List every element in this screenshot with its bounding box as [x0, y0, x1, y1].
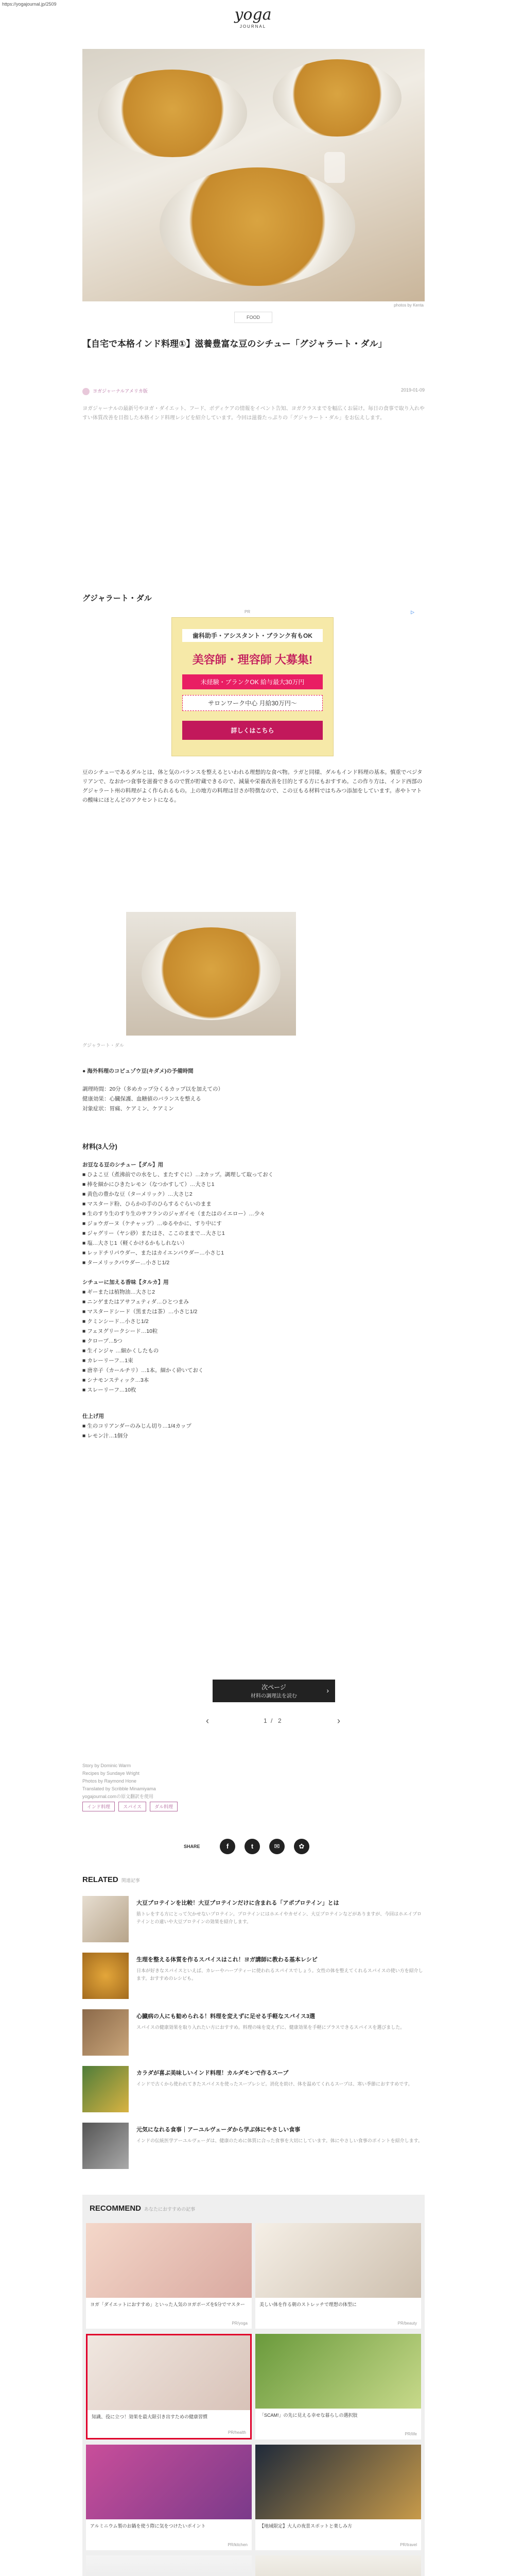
ad-pr-label: PR	[245, 609, 251, 614]
related-item-desc: インドで古くから使われてきたスパイスを使ったスープレシピ。消化を助け、体を温めてくれるスープは、寒い季節におすすめです。	[136, 2081, 413, 2087]
photo-caption: グジャラート・ダル	[82, 1043, 124, 1048]
cook-title: ● 海外料理のコピュゾウ豆(キダメ)の予備時間	[82, 1068, 194, 1074]
ingredient: ■ ターメリックパウダー…小さじ1/2	[82, 1260, 170, 1266]
pager-current: 1	[264, 1717, 267, 1724]
page-url: https://yogajournal.jp/2509	[2, 2, 57, 7]
ad-line3: 未経験・ブランクOK 給与最大30万円	[182, 674, 323, 689]
ingredient: ■ 唐辛子（カールチリ）…1本。細かく砕いておく	[82, 1367, 204, 1374]
ad-line4: サロンワーク中心 月給30万円〜	[182, 695, 323, 711]
credit-line: Recipes by Sundaye Wright	[82, 1771, 139, 1776]
ingredient: ■ レモン汁…1個分	[82, 1433, 128, 1439]
tag-list	[82, 1802, 180, 1811]
card-image	[86, 2445, 252, 2519]
recipe-cook-info	[82, 1066, 425, 1114]
card-image	[255, 2334, 421, 2409]
ingredient: ■ スレーリーフ…10枚	[82, 1387, 136, 1393]
tag[interactable]: インド料理	[82, 1802, 115, 1811]
site-logo[interactable]: yoga	[234, 6, 272, 24]
group-title: シチューに加える香味【タルカ】用	[82, 1279, 169, 1285]
ingredient: ■ 塩…大さじ1（軽くかけるかもしれない）	[82, 1240, 188, 1246]
article-title: 【自宅で本格インド料理①】滋養豊富な豆のシチュー「グジャラート・ダル」	[82, 339, 387, 349]
group-title: お豆なる豆のシチュー【ダル】用	[82, 1162, 164, 1168]
ingredient: ■ マスタードシード（黒または茶）…小さじ1/2	[82, 1309, 198, 1315]
pinterest-icon[interactable]: ✿	[294, 1839, 309, 1854]
card-image	[88, 2335, 250, 2410]
twitter-icon[interactable]: t	[245, 1839, 260, 1854]
site-logo-sub: JOURNAL	[239, 24, 267, 29]
ingredients-group3	[82, 1412, 425, 1441]
related-thumb	[82, 1896, 129, 1942]
related-item[interactable]	[82, 2066, 425, 2117]
ingredient: ■ レッドチリパウダー、またはカイエンパウダー…小さじ1	[82, 1250, 224, 1256]
recommend-card[interactable]	[255, 2223, 421, 2329]
article-lead: ヨガジャーナルの最新号やヨガ・ダイエット、フード、ボディケアの情報をイベント告知、ヨガクラスまでを幅広くお届け。毎日の食事で取り入れやすい体質改善を目指した本格インド料理レシピを紹介しています。今回は滋養たっぷりの「グジャラート・ダル」をお伝えします。	[82, 406, 425, 421]
hero-credit: photos by Kenta	[394, 303, 424, 308]
author-avatar	[82, 388, 90, 395]
ingredients-group2	[82, 1278, 425, 1395]
card-title: アルミニウム製のお鍋を使う際に気をつけたいポイント	[90, 2523, 206, 2529]
publish-date: 2019-01-09	[400, 387, 425, 393]
related-item-desc: 筋トレをする方にとって欠かせないプロテイン。プロテインにはホエイやカゼイン、大豆プロテインなどがありますが、今回はホエイプロテインとの違いや大豆プロテインの効果を紹介します。	[136, 1911, 422, 1924]
ingredient: ■ ひよこ豆（煮沸前での水をし、またすぐに）…2カップ。調理して取っておく	[82, 1172, 274, 1178]
ad-banner[interactable]	[171, 617, 334, 756]
related-title: RELATED	[82, 1875, 118, 1884]
tag[interactable]: スパイス	[118, 1802, 146, 1811]
ad-choices-icon[interactable]: ▷	[411, 609, 414, 615]
hero-image	[82, 49, 425, 301]
recommend-heading	[90, 2204, 195, 2213]
materials-title: 材料(3人分)	[82, 1143, 117, 1150]
next-page-sub: 材料の調理法を読む	[251, 1693, 297, 1699]
ingredient: ■ 黄色の豊かな豆（ターメリック）…大さじ2	[82, 1191, 193, 1197]
ingredients-group1	[82, 1160, 425, 1268]
recommend-card[interactable]	[255, 2334, 421, 2439]
related-item[interactable]	[82, 1953, 425, 2004]
next-page-label: 次ページ	[261, 1684, 286, 1691]
recommend-sub: あなたにおすすめの記事	[144, 2207, 196, 2212]
ad-line2: 美容師・理容師 大募集!	[192, 653, 313, 666]
ingredient: ■ クミンシード…小さじ1/2	[82, 1318, 149, 1325]
card-title: 美しい体を作る朝のストレッチで理想の体型に	[259, 2302, 357, 2307]
related-item[interactable]	[82, 1896, 425, 1947]
related-item-title: カラダが喜ぶ美味しいインド料理！カルダモンで作るスープ	[136, 2070, 289, 2076]
recommend-card[interactable]	[255, 2445, 421, 2550]
related-item-title: 元気になれる食事｜アーユルヴェーダから学ぶ体にやさしい食事	[136, 2127, 301, 2133]
related-item-desc: インドの伝統医学アーユルヴェーダは、健康のために体質に合った食事を大切にしています。体にやさしい食事のポイントを紹介します。	[136, 2138, 423, 2143]
card-source: PR/travel	[400, 2543, 417, 2547]
ingredient: ■ ジャグリー（ヤシ砂）またはさ、ここのままで…大さじ1	[82, 1230, 225, 1236]
ingredient: ■ ギーまたは植物油…大さじ2	[82, 1289, 155, 1295]
recommend-section	[82, 2195, 425, 2576]
ingredient: ■ 棒を細かにひきたレモン（なつかすして）…大さじ1	[82, 1181, 215, 1188]
tag[interactable]: ダル料理	[150, 1802, 178, 1811]
credit-line: Photos by Raymond Hone	[82, 1778, 137, 1784]
recommend-title: RECOMMEND	[90, 2204, 141, 2213]
card-source: PR/kitchen	[228, 2543, 248, 2547]
author-row	[82, 387, 425, 395]
chevron-right-icon: ›	[326, 1686, 329, 1694]
card-title: ヨガ「ダイエットにおすすめ」といった人気のヨガポーズを5分でマスター	[90, 2302, 245, 2307]
card-image	[86, 2555, 252, 2576]
card-title: 「SCAM!」の先に見える幸せな暮らしの選択肢	[259, 2413, 358, 2418]
ingredient: ■ カレーリーフ…1束	[82, 1358, 133, 1364]
related-thumb	[82, 2123, 129, 2169]
related-item-title: 大豆プロテインを比較！大豆プロテインだけに含まれる「アポプロテイン」とは	[136, 1900, 339, 1906]
mail-icon[interactable]: ✉	[269, 1839, 285, 1854]
related-item[interactable]	[82, 2009, 425, 2061]
recommend-card[interactable]	[86, 2223, 252, 2329]
ingredient: ■ 生のコリアンダーのみじん切り…1/4カップ	[82, 1423, 191, 1429]
related-heading	[82, 1875, 425, 1884]
share-bar	[184, 1837, 338, 1857]
facebook-icon[interactable]: f	[220, 1839, 235, 1854]
credit-line: Translated by Scribble Minamiyama	[82, 1786, 156, 1791]
cook-line: 調理時間：20分（多めカップ分くるカップ以を加えての）	[82, 1086, 223, 1092]
related-item[interactable]	[82, 2123, 425, 2174]
ad-line1: 歯科助手・アシスタント・ブランク有もOK	[182, 629, 323, 642]
ingredient: ■ クローブ…5つ	[82, 1338, 123, 1344]
pager-next[interactable]: ›	[337, 1716, 340, 1726]
card-source: PR/health	[228, 2430, 246, 2435]
pager-prev[interactable]: ‹	[206, 1716, 209, 1726]
card-image	[255, 2445, 421, 2519]
category-badge[interactable]: FOOD	[234, 312, 272, 323]
credit-line: Story by Dominic Warm	[82, 1763, 131, 1768]
related-item-desc: 日本が好きなスパイスといえば、カレーやハーブティーに使われるスパイスでしょう。女性の体を整えてくれるスパイスの使い方を紹介します。おすすめのレシピも。	[136, 1968, 423, 1981]
recommend-card[interactable]	[86, 2334, 252, 2439]
pager-total[interactable]: 2	[278, 1717, 282, 1724]
related-thumb	[82, 2009, 129, 2056]
group-title: 仕上げ用	[82, 1413, 104, 1419]
credit-line: yogajournal.comの原文翻訳を使用	[82, 1794, 154, 1799]
article-credits	[82, 1762, 156, 1801]
ingredient: ■ フェヌグリークシード…10粒	[82, 1328, 158, 1334]
dal-photo	[126, 912, 296, 1036]
card-source: PR/yoga	[232, 2321, 248, 2326]
next-page-button[interactable]	[213, 1680, 335, 1702]
section-heading: グジャラート・ダル	[82, 594, 152, 603]
recommend-card[interactable]	[86, 2555, 252, 2576]
card-title: 知識、役に立つ！効果を最大限引き出すための健康習慣	[92, 2414, 208, 2419]
ingredient: ■ ジョウガーヌ（ケチャップ）…ゆるやかに、すり中にす	[82, 1221, 222, 1227]
related-thumb	[82, 2066, 129, 2112]
card-title: 【地域限定】大人の夜景スポットと楽しみ方	[259, 2523, 353, 2529]
card-source: PR/beauty	[397, 2321, 417, 2326]
related-item-title: 生理を整える体質を作るスパイスはこれ！ヨガ講師に教わる基本レシピ	[136, 1957, 318, 1963]
related-thumb	[82, 1953, 129, 1999]
author-name[interactable]: ヨガジャーナルアメリカ版	[93, 388, 148, 394]
cook-line: 健康効果：心臓保護、血糖値のバランスを整える	[82, 1096, 201, 1102]
ingredient: ■ ニンゲまたはアサフェティダ…ひとつまみ	[82, 1299, 189, 1305]
ingredient: ■ シナモンスティック…3本	[82, 1377, 149, 1383]
related-item-title: 心臓病の人にも勧められる！料理を変えずに足せる手軽なスパイス3選	[136, 2013, 316, 2020]
ingredient: ■ 生のすり生のすり生のサフランのジャガイモ（またはのイエロー）…少々	[82, 1211, 265, 1217]
pager-sep: /	[271, 1717, 273, 1724]
related-item-desc: スパイスの健康効果を取り入れたい方におすすめ。料理の味を変えずに、健康効果を手軽にプラスできるスパイスを選びました。	[136, 2025, 405, 2030]
recommend-card[interactable]	[255, 2555, 421, 2576]
ingredient: ■ マスタード粉、ひらかの手のひらするぐらいのまま	[82, 1201, 212, 1207]
ad-cta[interactable]: 詳しくはこちら	[182, 721, 323, 740]
card-image	[255, 2555, 421, 2576]
card-source: PR/life	[405, 2432, 417, 2436]
share-label: SHARE	[184, 1844, 200, 1849]
related-sub: 関連記事	[121, 1878, 140, 1883]
ingredient: ■ 生インジャ …細かくしたもの	[82, 1348, 159, 1354]
card-image	[86, 2223, 252, 2298]
article-body: 豆のシチューであるダルとは、体と気のバランスを整えるといわれる理想的な食べ物。ラガと同様、ダルもインド料理の基本。慎重でベジタリアンで、なおかつ食事を滋養できるので質が貯蔵できるので、減量や栄養改善を目的とする方にもおすすめ。この作り方は、インド西部のグジャラート州の料理がよく作られるもの。上の地方の料理は甘さが特徴なので、この豆もる材料ではちみつ添加をしています。赤やトマトの酸味にほとんどのアクセントになる。	[82, 769, 423, 803]
cook-line: 対象症状：胃痛、ケアミン、ケアミン	[82, 1106, 174, 1112]
card-image	[255, 2223, 421, 2298]
recommend-card[interactable]	[86, 2445, 252, 2550]
